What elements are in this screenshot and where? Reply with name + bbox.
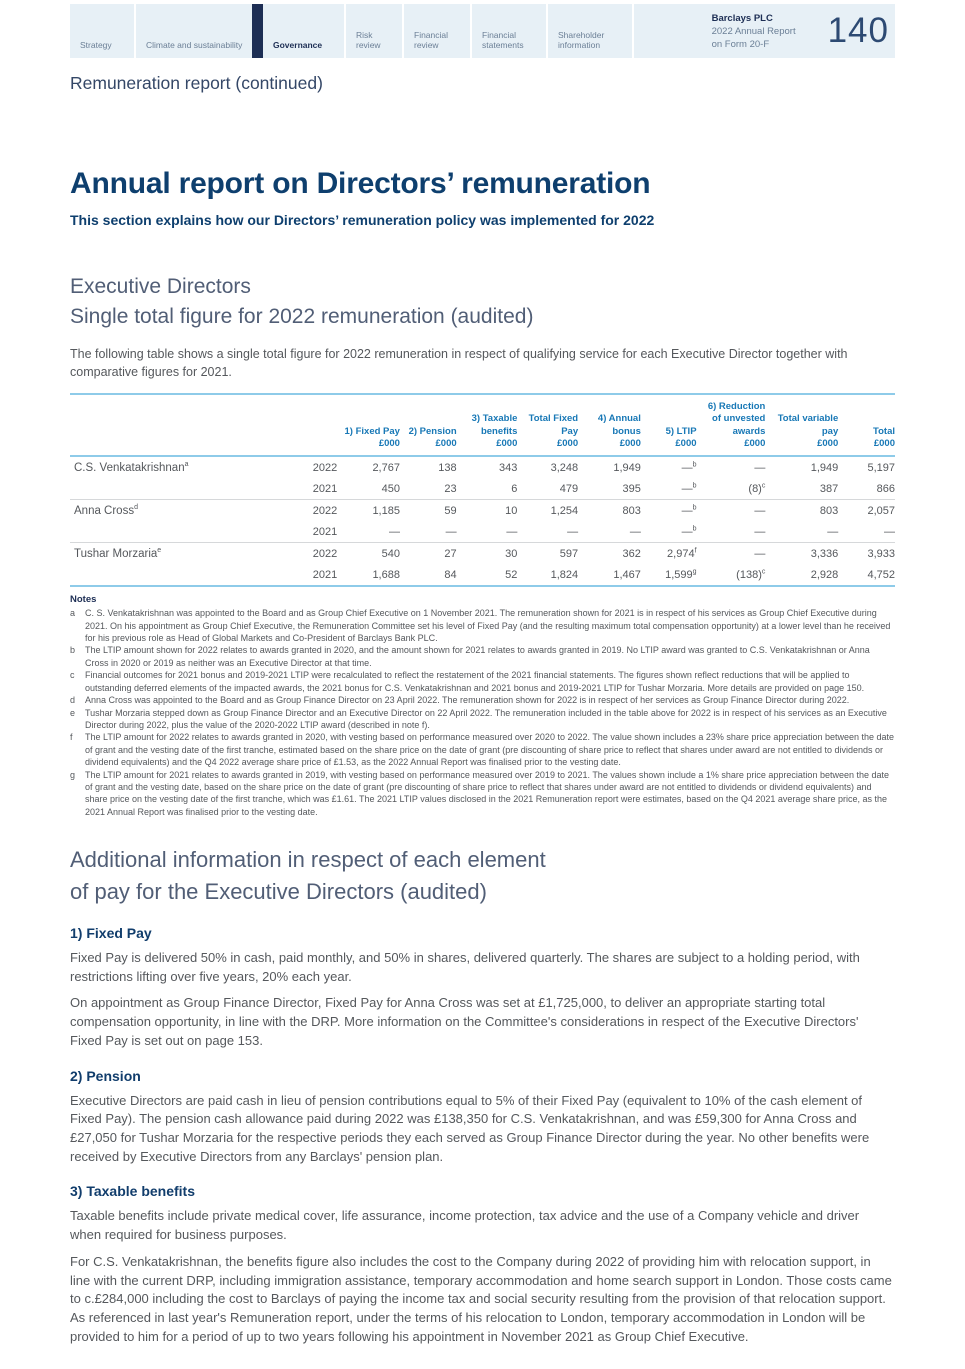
note-item-c	[70, 669, 895, 694]
footnote-ref: d	[134, 503, 138, 511]
value-cell: 6	[511, 482, 518, 495]
note-item-f	[70, 731, 895, 768]
value-cell: 59	[400, 500, 457, 522]
tab-label: Shareholder information	[558, 29, 605, 51]
header-column-9	[838, 394, 895, 456]
value-cell: 1,599$^g$	[641, 564, 697, 586]
section-heading-single-total-figure: Single total figure for 2022 remuneration (audited)	[70, 304, 534, 328]
header-column-5	[578, 394, 641, 456]
value-cell: 1,949	[810, 461, 839, 474]
value-cell: 2,928	[765, 564, 838, 586]
section-heading-executive-directors: Executive Directors	[70, 275, 251, 298]
table-row	[70, 543, 895, 565]
nav-spacer	[632, 4, 710, 58]
remuneration-table-body	[70, 456, 895, 586]
table-intro-text: The following table shows a single total figure for 2022 remuneration in respect of qualifying service for each Executive Director together with comparative figures for 2021.	[70, 346, 848, 379]
value-cell: 30	[457, 543, 518, 565]
value-cell: 362	[578, 543, 641, 565]
value-cell: 597	[517, 543, 578, 565]
column-unit: £000	[873, 437, 895, 449]
note-letter: e	[70, 707, 76, 718]
value-cell: —	[388, 525, 400, 538]
value-cell: 10	[457, 500, 518, 522]
year-cell: 2021	[312, 525, 338, 538]
tab-climate[interactable]	[134, 4, 252, 58]
tab-label: Risk review	[356, 29, 381, 51]
value-cell: —	[567, 525, 579, 538]
header-column-4	[517, 394, 578, 456]
value-cell: 1,254	[517, 500, 578, 522]
note-letter: c	[70, 670, 75, 681]
value-cell: 5,197	[867, 461, 895, 474]
note-text: The LTIP amount for 2021 relates to awards granted in 2019, with vesting based on performance measured over 2019 to 2021. The values shown include a 1% share price appreciation between the date of grant and the vesting date, based on the share price on the date of grant (pre discounting of share price to reflect that shares under award are not entitled to dividends or dividend equivalents) and share price on the vesting date of the first tranche, which was £1.61. The 2021 LTIP values disclosed in the 2021 Remuneration report were estimates, based on the Q4 2021 average share price, as the 2021 Annual Report was finalised prior to the vesting date.	[85, 769, 890, 817]
year-cell: 2022	[285, 543, 338, 565]
sub-section-heading-3: 3) Taxable benefits	[70, 1183, 196, 1200]
table-row	[70, 478, 895, 500]
value-cell: 540	[337, 543, 400, 565]
value-cell: 4,752	[838, 564, 895, 586]
value-cell: (8)$^c$	[748, 482, 766, 495]
header-column-8	[765, 394, 838, 456]
running-head: Remuneration report (continued)	[70, 73, 323, 93]
table-row	[70, 564, 895, 586]
footnote-ref: c	[761, 482, 766, 490]
value-cell: —	[884, 525, 895, 538]
value-cell: —	[506, 525, 518, 538]
note-text: Financial outcomes for 2021 bonus and 2019-2021 LTIP were recalculated to reflect the restatement of the 2021 financial statements. The figures shown reflect reductions that will be applied to outstanding deferred elements of the impacted awards, the 2021 bonus for C.S. Venkatakrishnan and 2021 bonus and 2019-2021 LTIP for Tushar Morzaria. More details are provided on page 150.	[85, 670, 865, 693]
value-cell: —	[827, 525, 839, 538]
notes-title: Notes	[70, 594, 97, 606]
footnote-ref: c	[761, 568, 766, 576]
value-cell: 84	[400, 564, 457, 586]
note-item-a	[70, 607, 895, 644]
value-cell: 803	[578, 500, 641, 522]
top-nav-strip	[70, 4, 895, 58]
value-cell: 52	[457, 564, 518, 586]
notes-section	[70, 594, 895, 818]
remuneration-table	[70, 393, 895, 587]
value-cell: —	[754, 525, 766, 538]
director-name-cell: C.S. Venkatakrishnan$^a$	[74, 460, 189, 474]
footnote-ref: b	[692, 504, 697, 512]
note-item-g	[70, 769, 895, 819]
value-cell: 343	[499, 461, 518, 474]
body-paragraph: On appointment as Group Finance Director, Fixed Pay for Anna Cross was set at £1,725,000, to deliver an appropriate starting total compensation opportunity, in line with the DRP. More information on the Committee's considerations in respect of the Executive Directors' Fixed Pay is set out on page 153.	[70, 995, 859, 1048]
remuneration-table-header-row	[70, 394, 895, 456]
body-paragraph: Taxable benefits include private medical cover, life assurance, income protection, tax advice and the use of a Company vehicle and driver when required for business purposes.	[70, 1208, 860, 1243]
body-paragraph: Executive Directors are paid cash in lieu of pension contributions equal to 5% of their Fixed Pay (equivalent to 10% of the cash element of Fixed Pay). The pension cash allowance paid during 2022 was £138,350 for C.S. Venkatakrishnan, and was £59,300 for Anna Cross and £27,050 for Tushar Morzaria for the respective periods they each served as Group Finance Director during the year. No other benefits were received by Executive Directors from any Barclays' pension plan.	[70, 1092, 870, 1164]
nav-tabs	[70, 4, 632, 58]
additional-info-sections	[70, 925, 895, 1347]
note-item-e	[70, 707, 895, 732]
value-cell: 1,467	[578, 564, 641, 586]
tab-label: Climate and sustainability	[146, 40, 243, 51]
tab-financial-review[interactable]	[402, 4, 470, 58]
header-column-2	[400, 394, 457, 456]
note-item-b	[70, 644, 895, 669]
additional-info-heading	[70, 844, 895, 908]
notes-list	[70, 607, 895, 818]
year-cell: 2021	[285, 564, 338, 586]
year-cell: 2021	[312, 482, 338, 495]
note-text: The LTIP amount for 2022 relates to awards granted in 2020, with vesting based on performance measured over 2020 to 2022. The value shown includes a 23% share price appreciation between the date of grant and the vesting date of the first tranche, estimated based on the share price on the date of grant (pre discounting of share price to reflect that shares under award are not entitled to dividends or dividend equivalents) and the Q4 2022 average share price of £1.53, as the 2022 Annual Report was finalised prior to the vesting date.	[85, 732, 895, 768]
tab-governance[interactable]	[252, 4, 344, 58]
header-column-3	[457, 394, 518, 456]
column-label: 2) Pension	[408, 425, 457, 437]
column-label: Total variable pay	[777, 413, 839, 437]
value-cell: 3,336	[765, 543, 838, 565]
column-label: 3) Taxable benefits	[471, 413, 518, 437]
value-cell: 803	[765, 500, 838, 522]
header-name-column	[70, 394, 285, 456]
brand-form: on Form 20-F	[711, 38, 770, 50]
body-paragraph: Fixed Pay is delivered 50% in cash, paid monthly, and 50% in shares, delivered quarterly. The shares are subject to a holding period, with restrictions lifting over five years, 20% each year.	[70, 949, 860, 984]
additional-info-heading-line1: Additional information in respect of each element	[70, 847, 546, 873]
note-text: Anna Cross was appointed to the Board and as Group Finance Director on 23 April 2022. The remuneration shown for 2022 is in respect of her services as Group Finance Director during 2022.	[85, 695, 850, 706]
value-cell: 2,767	[372, 461, 400, 474]
value-cell: —$^b$	[641, 500, 697, 522]
value-cell: —	[697, 543, 766, 565]
column-unit: £000	[435, 437, 457, 449]
column-label: Total	[873, 425, 895, 437]
footnote-ref: b	[692, 482, 697, 490]
value-cell: 1,185	[337, 500, 400, 522]
column-unit: £000	[619, 437, 641, 449]
tab-label: Financial statements	[482, 29, 524, 51]
value-cell: —$^b$	[681, 525, 697, 538]
page-number: 140	[827, 11, 889, 50]
brand-name: Barclays PLC	[711, 13, 773, 24]
additional-info-heading-line2: of pay for the Executive Directors (audited)	[70, 879, 487, 905]
brand-block	[710, 4, 828, 58]
value-cell: 2,057	[838, 500, 895, 522]
value-cell: 3,248	[550, 461, 579, 474]
tab-label: Strategy	[80, 40, 112, 51]
value-cell: 866	[876, 482, 895, 495]
body-paragraph: For C.S. Venkatakrishnan, the benefits figure also includes the cost to the Company during 2022 of providing him with relocation support, in line with the current DRP, including immigration assistance, temporary accommodation and home search support in London. Those costs came to c.£284,000 including the cost to Barclays of paying the income tax and social security resulting from the provision of that relocation support. As referenced in last year's Remuneration report, under the terms of his relocation to London, temporary accommodation in London will be provided to him for a period of up to two years following his appointment in November 2021 as Group Chief Executive.	[70, 1253, 892, 1344]
note-text: Tushar Morzaria stepped down as Group Finance Director and an Executive Director on 22 April 2022. The remuneration included in the table above for 2022 is in respect of his services as an Executive Director during 2022, plus the value of the 2020-2022 LTIP award (described in note f).	[85, 707, 887, 730]
value-cell: 3,933	[838, 543, 895, 565]
column-label: 4) Annual bonus	[597, 413, 641, 437]
value-cell: 27	[400, 543, 457, 565]
tab-financial-statements[interactable]	[470, 4, 546, 58]
column-unit: £000	[744, 437, 766, 449]
value-cell: —$^b$	[681, 461, 697, 474]
sub-section-heading-2: 2) Pension	[70, 1067, 141, 1084]
tab-risk-review[interactable]	[344, 4, 402, 58]
column-label: 6) Reduction of unvested awards	[707, 400, 766, 437]
value-cell: 23	[444, 482, 457, 495]
note-item-d	[70, 694, 895, 706]
value-cell: 1,949	[613, 461, 641, 474]
page-subtitle: This section explains how our Directors’ remuneration policy was implemented for 2022	[70, 212, 655, 228]
value-cell: 387	[819, 482, 839, 495]
footnote-ref: e	[157, 546, 162, 554]
report-page	[0, 4, 965, 1369]
value-cell: —	[697, 500, 766, 522]
value-cell: —	[629, 525, 641, 538]
sub-section-heading-1: 1) Fixed Pay	[70, 924, 152, 941]
header-column-7	[697, 394, 766, 456]
column-unit: £000	[556, 437, 579, 449]
table-row	[70, 456, 895, 478]
column-unit: £000	[496, 437, 518, 449]
page-title: Annual report on Directors’ remuneration	[70, 167, 651, 200]
table-row	[70, 500, 895, 522]
tab-shareholder-information[interactable]	[546, 4, 632, 58]
value-cell: 138	[438, 461, 457, 474]
note-letter: g	[70, 769, 76, 780]
column-label: Total Fixed Pay	[528, 413, 579, 437]
value-cell: —$^b$	[681, 482, 697, 495]
footnote-ref: g	[692, 568, 697, 576]
brand-report-title: 2022 Annual Report	[711, 25, 796, 37]
note-letter: f	[70, 732, 73, 743]
value-cell: —	[754, 461, 766, 474]
value-cell: (138)$^c$	[697, 564, 766, 586]
tab-label: Financial review	[414, 29, 449, 51]
note-text: The LTIP amount shown for 2022 relates to awards granted in 2020, and the amount shown for 2021 relates to awards granted in 2019. No LTIP award was granted to C.S. Venkatakrishnan or Anna Cross in 2020 or 2019 as neither was an Executive Director at that time.	[85, 645, 870, 668]
value-cell: —	[445, 525, 457, 538]
value-cell: 395	[622, 482, 641, 495]
director-name-cell: Tushar Morzaria$^e$	[70, 543, 285, 565]
note-letter: d	[70, 695, 76, 706]
note-letter: b	[70, 645, 76, 656]
column-unit: £000	[378, 437, 400, 449]
column-unit: £000	[817, 437, 839, 449]
value-cell: 1,824	[517, 564, 578, 586]
director-name-cell	[70, 564, 285, 586]
footnote-ref: a	[184, 460, 189, 468]
footnote-ref: b	[692, 461, 697, 469]
column-unit: £000	[675, 437, 697, 449]
column-label: 1) Fixed Pay	[344, 425, 400, 437]
note-text: C. S. Venkatakrishnan was appointed to the Board and as Group Chief Executive on 1 November 2021. The remuneration shown for 2021 is in respect of his services as Group Chief Executive during 2021. On his appointment as Group Chief Executive, the Remuneration Committee set his level of Fixed Pay (and the resulting maximum total compensation opportunity) at a lower level than he received for his previous role as Head of Global Markets and Co-President of Barclays Bank PLC.	[85, 608, 891, 644]
year-cell: 2022	[312, 461, 338, 474]
footnote-ref: b	[692, 525, 697, 533]
header-year-column	[285, 394, 338, 456]
director-name-cell	[70, 478, 285, 500]
value-cell: 479	[559, 482, 579, 495]
header-column-1	[337, 394, 400, 456]
footnote-ref: f	[694, 547, 697, 555]
column-label: 5) LTIP	[665, 425, 697, 437]
value-cell: 450	[381, 482, 400, 495]
director-name-cell	[70, 521, 285, 543]
director-name-cell: Anna Cross$^d$	[70, 500, 285, 522]
table-row	[70, 521, 895, 543]
header-column-6	[641, 394, 697, 456]
year-cell: 2022	[285, 500, 338, 522]
tab-strategy[interactable]	[70, 4, 134, 58]
value-cell: 2,974$^f$	[641, 543, 697, 565]
note-letter: a	[70, 608, 76, 619]
value-cell: 1,688	[337, 564, 400, 586]
tab-label: Governance	[273, 40, 323, 51]
